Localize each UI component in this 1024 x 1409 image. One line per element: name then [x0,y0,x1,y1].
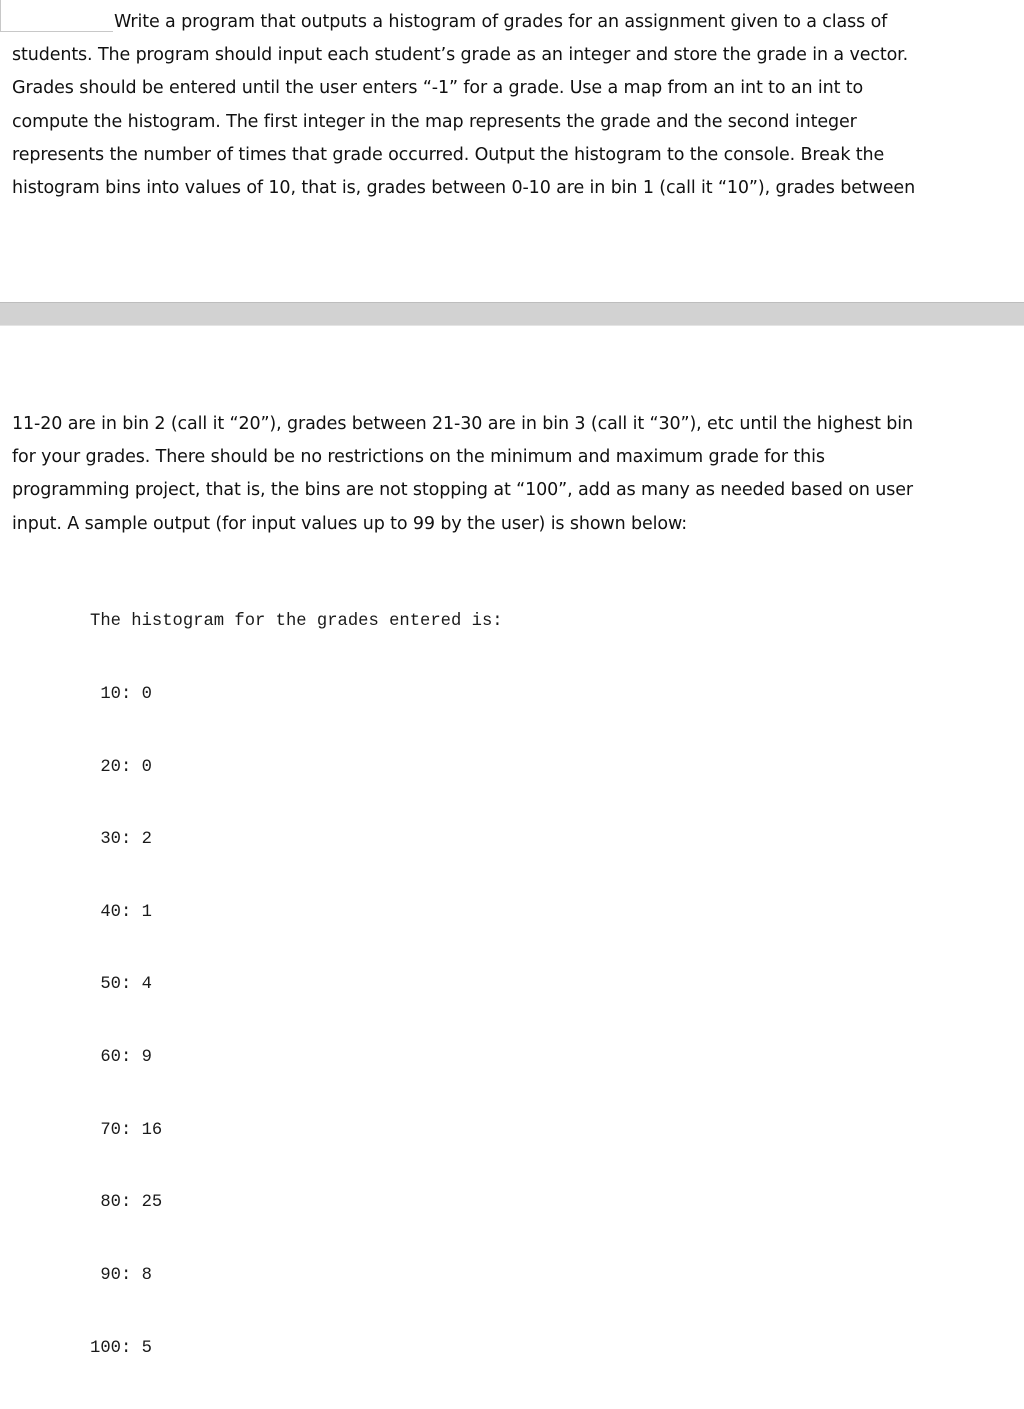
paragraph-line: programming project, that is, the bins are not stopping at “100”, add as many as needed based on user [12,480,913,501]
histogram-row: 90: 8 [90,1265,152,1285]
histogram-row: 10: 0 [90,685,152,705]
problem-paragraph-part-1 [12,6,915,205]
paragraph-line: represents the number of times that grade occurred. Output the histogram to the console. Break the [12,144,885,165]
paragraph-line: input. A sample output (for input values up to 99 by the user) is shown below: [12,513,688,534]
paragraph-line: 11-20 are in bin 2 (call it “20”), grades between 21-30 are in bin 3 (call it “30”), etc until the highest bin [12,414,913,434]
paragraph-line: compute the histogram. The first integer in the map represents the grade and the second integer [12,111,857,132]
problem-paragraph-part-2 [12,408,913,541]
page-break-divider [0,302,1024,326]
paragraph-line: Grades should be entered until the user enters “-1” for a grade. Use a map from an int to an int to [12,78,864,99]
histogram-row: 100: 5 [90,1338,152,1358]
paragraph-line: for your grades. There should be no restrictions on the minimum and maximum grade for this [12,447,825,468]
document-page-top [0,0,1024,302]
sample-output-header: The histogram for the grades entered is: [90,612,503,632]
histogram-row: 60: 9 [90,1048,152,1068]
histogram-row: 50: 4 [90,975,152,995]
histogram-row: 40: 1 [90,902,152,922]
sample-output-block [90,562,503,1409]
histogram-row: 20: 0 [90,757,152,777]
histogram-row: 30: 2 [90,830,152,850]
histogram-row: 80: 25 [90,1193,163,1213]
histogram-row: 70: 16 [90,1120,163,1140]
paragraph-line: students. The program should input each student’s grade as an integer and store the grade in a vector. [12,45,909,66]
document-page-bottom [0,326,1024,1358]
paragraph-line: Write a program that outputs a histogram of grades for an assignment given to a class of [114,12,888,32]
paragraph-line: histogram bins into values of 10, that is, grades between 0-10 are in bin 1 (call it “10”), grades between [12,178,916,199]
